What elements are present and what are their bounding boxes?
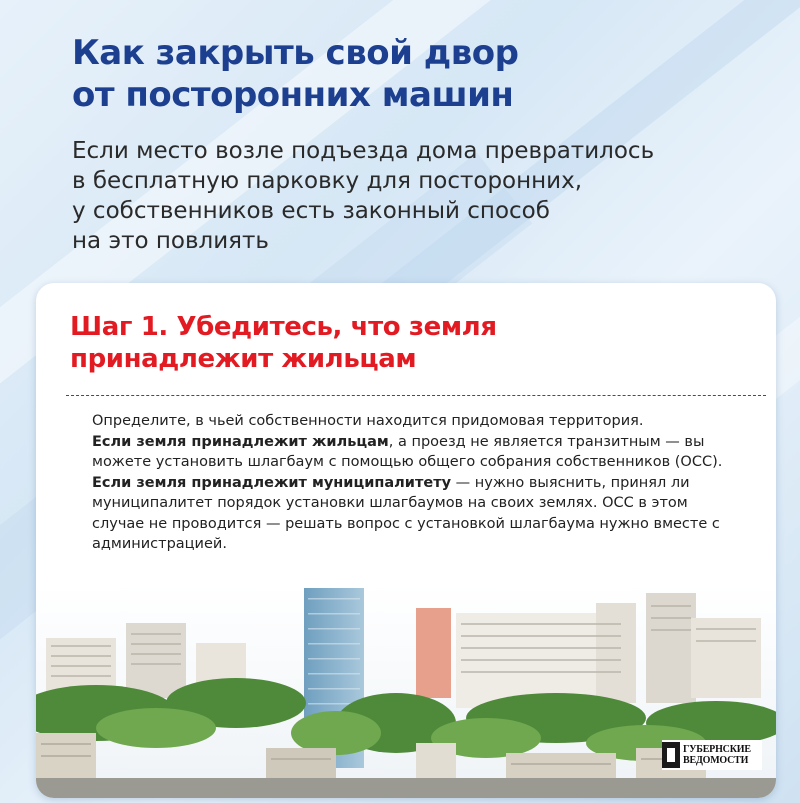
logo-line: ГУБЕРНСКИЕ: [683, 744, 751, 755]
paragraph-text: Определите, в чьей собственности находится придомовая территория.: [92, 413, 644, 429]
paragraph-bold: Если земля принадлежит муниципалитету: [92, 474, 452, 491]
subtitle-line: на это повлиять: [72, 228, 269, 254]
publisher-logo: [662, 740, 762, 770]
step-heading-line: Шаг 1. Убедитесь, что земля: [70, 312, 497, 342]
title-line: Как закрыть свой двор: [72, 33, 519, 73]
step-heading-line: принадлежит жильцам: [70, 344, 417, 374]
title-line: от посторонних машин: [72, 75, 514, 115]
logo-icon: [662, 742, 680, 768]
paragraph-municipality: [92, 473, 732, 555]
page-title: [72, 32, 772, 116]
step-description: [92, 411, 732, 555]
paragraph-residents: [92, 432, 732, 473]
step-heading: [70, 311, 750, 375]
dashed-divider: [66, 395, 766, 396]
logo-text: [683, 744, 751, 766]
paragraph-bold: Если земля принадлежит жильцам: [92, 433, 389, 450]
logo-line: ВЕДОМОСТИ: [683, 755, 749, 766]
page-subtitle: [72, 136, 792, 256]
paragraph-text: — нужно выяснить, принял ли муниципалитет порядок установки шлагбаумов на своих землях. ОСС в этом случае не проводится — решать вопрос с установкой шлагбаума нужно вместе с администрацией.: [92, 474, 720, 552]
subtitle-line: в бесплатную парковку для посторонних,: [72, 168, 583, 194]
subtitle-line: Если место возле подъезда дома превратилось: [72, 138, 655, 164]
paragraph-intro: [92, 411, 732, 432]
info-card: [36, 283, 776, 798]
subtitle-line: у собственников есть законный способ: [72, 198, 550, 224]
paragraph-text: , а проезд не является транзитным — вы можете установить шлагбаум с помощью общего собрания собственников (ОСС).: [92, 433, 723, 470]
